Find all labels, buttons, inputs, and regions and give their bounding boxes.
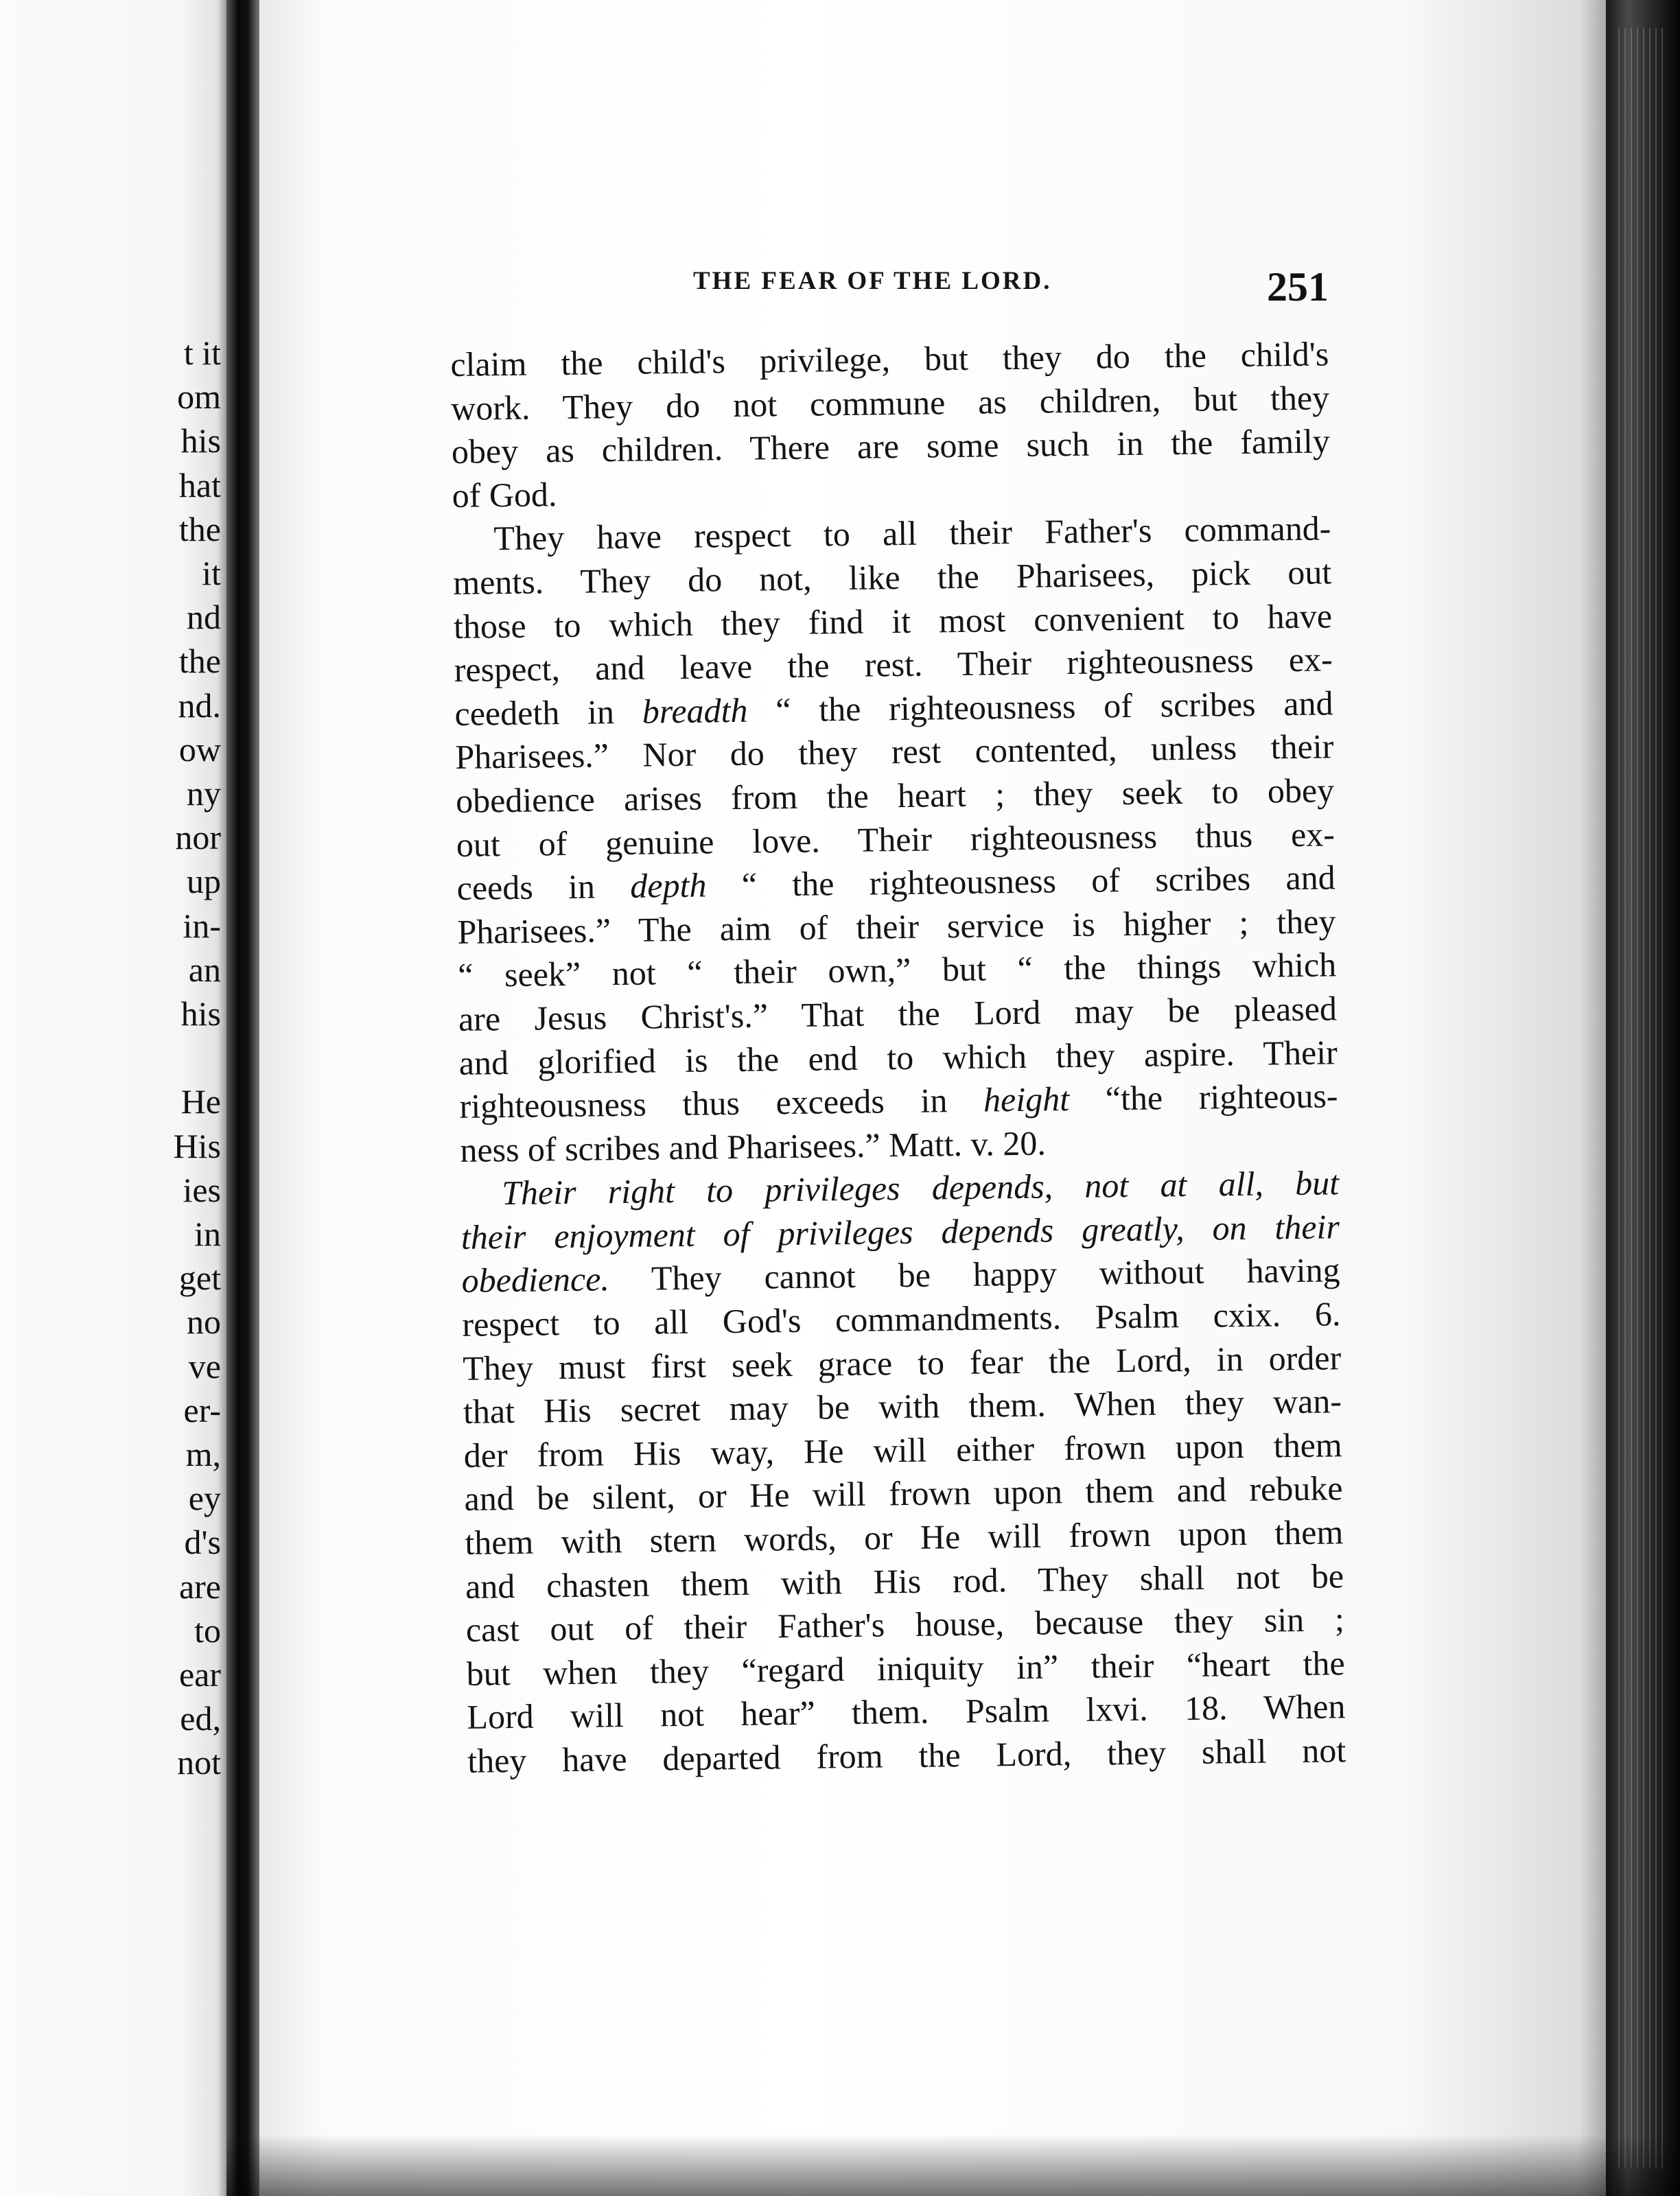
left-page-fragment: ow <box>178 729 221 769</box>
left-page-fragment: er- <box>183 1390 221 1429</box>
text-line: are Jesus Christ's.” That the Lord may be pleased <box>458 989 1338 1038</box>
text-line: obedience. They cannot be happy without having <box>461 1250 1340 1300</box>
body-text <box>450 332 1346 1783</box>
left-page-fragment: ve <box>188 1346 221 1386</box>
text-line: ness of scribes and Pharisees.” Matt. v. 20. <box>460 1123 1047 1169</box>
text-line: Lord will not hear” them. Psalm lxvi. 18. When <box>467 1687 1346 1737</box>
paragraph-start: They have respect to all their Father's command- <box>493 509 1331 558</box>
left-page-fragment: the <box>178 642 221 681</box>
text-line: out of genuine love. Their righteousness thus ex- <box>456 814 1335 864</box>
left-page-fragment: nd <box>187 598 221 637</box>
running-title: THE FEAR OF THE LORD. <box>693 267 1052 295</box>
italic-word: obedience. <box>461 1259 610 1300</box>
text-line: cast out of their Father's house, because they sin ; <box>465 1600 1345 1650</box>
text-line: ceeds in depth “ the righteousness of scribes and <box>456 858 1335 908</box>
text-line: and chasten them with His rod. They shall not be <box>465 1556 1344 1606</box>
italic-word: height <box>983 1079 1070 1119</box>
text-line: claim the child's privilege, but they do the child's <box>450 334 1329 384</box>
left-page-fragment: get <box>178 1259 221 1298</box>
text-line: ceedeth in breadth “ the righteousness of scribes and <box>454 684 1333 733</box>
text-line: righteousness thus exceeds in height “the righteous- <box>459 1076 1338 1126</box>
left-page-fragment: His <box>173 1126 221 1165</box>
left-page-fragment: hat <box>178 465 221 504</box>
left-page-fragment: to <box>194 1611 221 1650</box>
left-page-fragment: d's <box>184 1523 221 1562</box>
text-line: obey as children. There are some such in the family <box>451 421 1331 471</box>
left-page-fragment: ed, <box>180 1699 221 1738</box>
left-page-fragment: in- <box>183 906 221 945</box>
text-line: work. They do not commune as children, but they <box>450 377 1330 428</box>
left-page-fragment: nd. <box>178 686 221 725</box>
text-line: they have departed from the Lord, they shall not <box>467 1731 1346 1780</box>
text-line: of God. <box>452 474 557 515</box>
left-page-fragment: t it <box>183 334 221 372</box>
left-page-fragment: om <box>177 377 221 417</box>
page-edge-texture <box>1618 27 1666 2169</box>
text-line: their enjoyment of privileges depends greatly, on their <box>460 1207 1340 1257</box>
text-line: Pharisees.” The aim of their service is higher ; they <box>457 902 1336 951</box>
paragraph-start: Their right to privileges depends, not at all, but <box>501 1163 1340 1213</box>
left-page-fragment: are <box>178 1567 221 1606</box>
left-page-fragment: m, <box>185 1435 221 1473</box>
left-page-fragment: an <box>188 950 221 989</box>
text-line: respect to all God's commandments. Psalm cxix. 6. <box>462 1294 1341 1344</box>
text-line: They must first seek grace to fear the Lord, in order <box>462 1338 1342 1388</box>
text-line: that His secret may be with them. When they wan- <box>463 1381 1342 1432</box>
left-page-fragment: in <box>194 1215 221 1253</box>
page-number: 251 <box>1267 264 1329 309</box>
left-page-fragment: no <box>187 1303 221 1342</box>
text-line: them with stern words, or He will frown upon them <box>465 1512 1344 1562</box>
left-page-fragment: He <box>180 1082 221 1121</box>
left-page-fragment: ear <box>178 1655 221 1694</box>
text-line: “ seek” not “ their own,” but “ the things which <box>457 945 1337 995</box>
text-line: and be silent, or He will frown upon them and rebuke <box>464 1469 1343 1519</box>
left-page-fragment: not <box>177 1743 221 1782</box>
italic-word: breadth <box>642 690 748 731</box>
text-line: ments. They do not, like the Pharisees, pick out <box>452 552 1332 602</box>
left-page-fragment: ies <box>183 1170 221 1209</box>
left-page-fragment: his <box>180 994 221 1033</box>
left-page-fragment: ny <box>187 774 221 813</box>
left-page-fragment: ey <box>188 1479 221 1518</box>
book-gutter <box>226 0 259 2196</box>
text-line: but when they “regard iniquity in” their “heart the <box>466 1644 1345 1693</box>
left-page-fragment: his <box>180 421 221 460</box>
left-page-fragment: up <box>187 862 221 901</box>
bottom-shadow <box>226 2134 1680 2196</box>
text-line: der from His way, He will either frown upon them <box>463 1425 1343 1475</box>
text-line: and glorified is the end to which they aspire. Their <box>458 1032 1338 1082</box>
italic-word: depth <box>629 865 707 905</box>
text-line: obedience arises from the heart ; they seek to obey <box>455 771 1335 820</box>
left-page-fragment: the <box>178 509 221 548</box>
left-page-fragment: nor <box>175 818 221 857</box>
text-line: respect, and leave the rest. Their righteousness ex- <box>454 640 1333 690</box>
text-line: Pharisees.” Nor do they rest contented, unless their <box>455 727 1334 777</box>
left-page-fragment: it <box>202 554 221 592</box>
text-line: those to which they find it most convenient to have <box>453 596 1333 646</box>
left-page <box>0 0 226 2196</box>
